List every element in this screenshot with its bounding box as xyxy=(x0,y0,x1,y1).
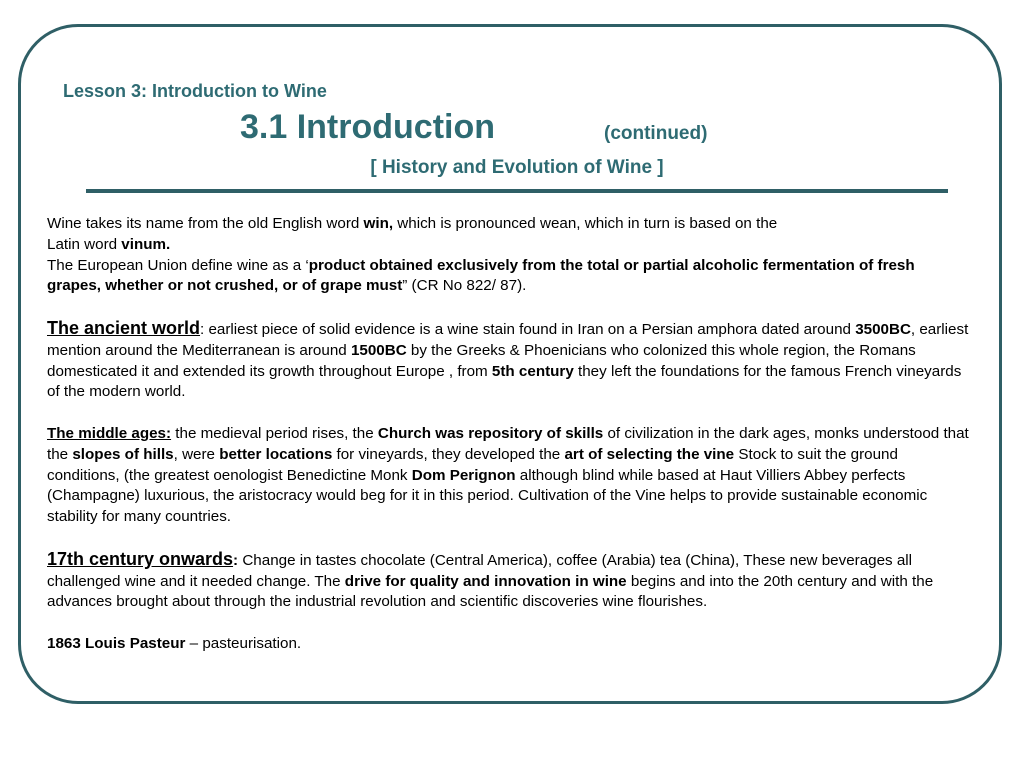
text-run-bold: : xyxy=(233,551,239,569)
middle-ages-heading: The middle ages: xyxy=(47,424,172,442)
text-run: Latin word xyxy=(47,235,122,253)
text-run: the medieval period rises, the xyxy=(171,424,378,442)
text-run-bold: product obtained exclusively from the total or partial alcoholic fermentation of fresh grapes, whether or not crushed, or of grape must xyxy=(47,256,915,295)
text-run-bold: 3500BC xyxy=(855,320,911,338)
text-run-bold: art of selecting the vine xyxy=(564,445,735,463)
text-run: : earliest piece of solid evidence is a wine stain found in Iran on a Persian amphora dated around xyxy=(200,320,856,338)
intro-paragraph-1 xyxy=(47,214,972,256)
modern-paragraph xyxy=(47,549,972,613)
lesson-label: Lesson 3: Introduction to Wine xyxy=(63,81,327,101)
ancient-world-paragraph xyxy=(47,318,972,403)
page-subtitle: [ History and Evolution of Wine ] xyxy=(370,157,664,178)
text-run-bold: slopes of hills xyxy=(72,445,174,463)
intro-paragraph-2 xyxy=(47,256,972,298)
text-run: Stock to suit the ground conditions, (the greatest oenologist Benedictine Monk xyxy=(47,445,898,484)
ancient-world-heading: The ancient world xyxy=(47,317,201,338)
text-run: Wine takes its name from the old English word xyxy=(47,215,364,232)
text-run-bold: drive for quality and innovation in wine xyxy=(344,572,627,590)
title-divider xyxy=(86,189,948,193)
text-run: by the Greeks & Phoenicians who colonized this whole region, the Romans domesticated it and extended its growth throughout Europe , from xyxy=(47,341,916,380)
text-run: which is pronounced wean, which in turn is based on the xyxy=(393,215,778,232)
text-run: begins and into the 20th century and with the advances brought about through the industrial revolution and scientific discoveries wine flourishes. xyxy=(47,572,934,611)
text-run-bold: 1863 Louis Pasteur xyxy=(47,634,186,652)
text-run: although blind while based at Haut Villiers Abbey perfects (Champagne) luxurious, the aristocracy would beg for it in this period. Cultivation of the Vine helps to provide sustainable economic stability for many countries. xyxy=(47,466,928,526)
text-run: Change in tastes chocolate (Central America), coffee (Arabia) tea (China), These new beverages all challenged wine and it needed change. The xyxy=(47,551,913,590)
text-run: – pasteurisation. xyxy=(185,634,302,652)
middle-ages-paragraph xyxy=(47,424,972,528)
pasteur-paragraph xyxy=(47,634,972,655)
text-run-bold: 1500BC xyxy=(350,341,407,359)
body-text xyxy=(47,214,972,655)
text-run: , earliest mention around the Mediterranean is around xyxy=(47,320,969,359)
text-run: of civilization in the dark ages, monks understood that the xyxy=(47,424,969,463)
text-run-bold: Dom Perignon xyxy=(411,466,516,484)
text-run: they left the foundations for the famous French vineyards of the modern world. xyxy=(47,362,962,401)
text-run-bold: Church was repository of skills xyxy=(377,424,604,442)
text-run: ” (CR No 822/ 87). xyxy=(402,277,527,295)
text-run-bold: vinum. xyxy=(121,235,171,253)
text-run-bold: better locations xyxy=(219,445,333,463)
page-title: 3.1 Introduction xyxy=(240,108,495,146)
text-run-bold: win, xyxy=(363,215,394,232)
text-run: , were xyxy=(173,445,220,463)
continued-label: (continued) xyxy=(604,123,708,144)
text-run-bold: 5th century xyxy=(491,362,574,380)
text-run: The European Union define wine as a ‘ xyxy=(47,256,309,274)
modern-heading: 17th century onwards xyxy=(47,548,234,569)
text-run: for vineyards, they developed the xyxy=(332,445,565,463)
